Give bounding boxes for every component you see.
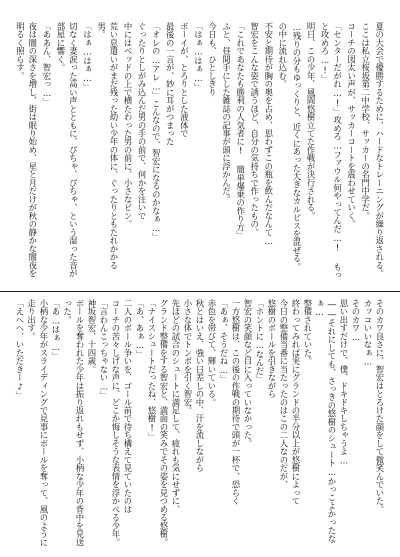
text-column: 「オレの…アレ…」こんなので、智宏になるのかなぁ…」 <box>151 22 162 242</box>
text-column: 「あぁ、そうだね…」 <box>219 299 229 384</box>
text-column: カッコいいなぁ… <box>363 299 373 367</box>
text-column: 小柄な少年がスライディングで見事にボールを奪って、風のように走り出す。 <box>26 299 49 547</box>
text-column: 「あ、あぁ…」 <box>135 299 145 359</box>
text-column: 小さな体でトンボを引く智宏。 <box>183 299 193 415</box>
text-column: 整備されていた。 <box>303 299 313 365</box>
text-column: 「これであなたも勝利の人気者に! 簡単爆乗の作り方」 <box>235 22 246 240</box>
text-column: 夜は闇の深さを増し、街は眠り始め、星と月だけが秋の静かな闇夜を明るく照らす。 <box>15 22 38 278</box>
text-column: 不安と期待が胸の奥を占め、思わずこの瓶を飲んだなんて… <box>263 22 274 247</box>
text-column: ――それにしても、さっきの悠樹のシュート…かっこよかったなぁ… <box>314 299 337 543</box>
text-column: 悠樹のボールを引きながら <box>267 299 277 398</box>
text-column: 「ホントに…なんだ」 <box>255 299 265 384</box>
text-column: 神坂智宏、十四歳。 <box>87 299 97 374</box>
panel-divider <box>0 291 400 292</box>
text-column: ふと、昼間手にした雑誌の記事が頭に浮かんだ。 <box>221 22 232 204</box>
text-column: …残りの分もゆっくりと、近くにあった大きなカルピスを混ぜる。 <box>291 22 302 271</box>
text-column: 秋とはいえ、強い日差しの中、汗を流しながら <box>195 299 205 473</box>
text-column: そのカワ良さに、智宏はとろけた顔をして微笑んでいた。 <box>375 299 385 514</box>
text-column: 今日の整備当番に当たったのはこの二人なのだが、 <box>279 299 289 489</box>
text-column: 「あ…はぁ…」 <box>51 299 61 360</box>
text-column: 「ナイスシュートだったね、悠樹!」 <box>147 299 157 441</box>
text-column: 赤色を帯びて、輝いている。 <box>207 299 217 407</box>
text-column: ボールを奪われた少年は振り返れもせず、小柄な少年の背中を見送った。 <box>62 299 85 547</box>
text-column: 智宏をこんな姿で誘うほど、自分の気持ちで作ったもの。 <box>249 22 260 237</box>
text-column: 「ああん、智宏っ…」 <box>41 22 52 107</box>
text-column: 思い出すだけで、僕、ドキドキしちゃうよ… <box>339 299 349 466</box>
text-column: 切なく妻涙った高い声とともに、ぴちゃ、ぴちゃ、という湿った音が部屋に響く。 <box>55 22 79 278</box>
text-column: 「はぁ…はぁ…」 <box>82 22 93 92</box>
text-column: 夏の大会で優勝するために、ハードなトレーニングが繰り返される。 <box>374 22 385 278</box>
text-column: 智宏の笑顔など目に入っていなかった。 <box>243 299 253 448</box>
top-text-panel <box>14 22 386 284</box>
text-column: 二人のボール争いを、ゴール前で待ち構えて見ていたのは <box>123 299 133 514</box>
text-column: 終わってみれば実にグランドの半分以上が悠樹によって <box>291 299 301 506</box>
text-column: 荒い息遣いがまだ残った幼い少年の体に、ぐったりともたれかかる男。 <box>96 22 119 270</box>
text-column: 最後の一言が、妙に耳がつまった <box>165 22 176 146</box>
text-column: 今日も、ひとしきり <box>207 22 218 97</box>
text-column: 「えへへ、いただきー♪」 <box>15 299 25 400</box>
text-column: そのカワ… <box>351 299 361 342</box>
bottom-text-panel <box>14 299 386 549</box>
text-column: グランド整備をする智宏と、満面の笑みでその姿を見つめる悠樹。 <box>159 299 169 547</box>
text-column: 「言わんこっちゃない…」 <box>99 299 109 400</box>
text-column: コーチの図太い声が、サッカーコートを震わせていく。 <box>346 22 357 229</box>
text-column: ここは私立桜坂第二中学校、サッカーの名門中学だ。 <box>360 22 371 220</box>
text-column: コーチの苦々しげな声に、どこか悔しそうな表情を浮かべる少年。 <box>111 299 121 547</box>
text-column: 先ほどの試合のシュートに満足して、疲れも気にせずに、 <box>171 299 181 514</box>
text-column: ボーイが、とろりとした液体で <box>179 22 190 138</box>
text-column: 「センターだがれ…!」攻めろ…ファウル何やってんだ…! もっと攻めろ…!」 <box>320 22 343 279</box>
text-column: ぐったりとしがみ込んだ男の手の前で、何かを注いで <box>137 22 148 220</box>
text-column: の中に流れ込む。 <box>277 22 288 88</box>
text-column: 一方悠樹は、この後の作戦の期待で頭が一杯で、恐らく <box>231 299 241 506</box>
text-column: 明日、この少年、風間悠樹立てた作戦が決行される。 <box>306 22 317 220</box>
text-column: 中にはベッドの上で横たわった男の前に、小さなビン。 <box>123 22 134 229</box>
text-column: 「はぁ…はぁ…」 <box>193 22 204 92</box>
